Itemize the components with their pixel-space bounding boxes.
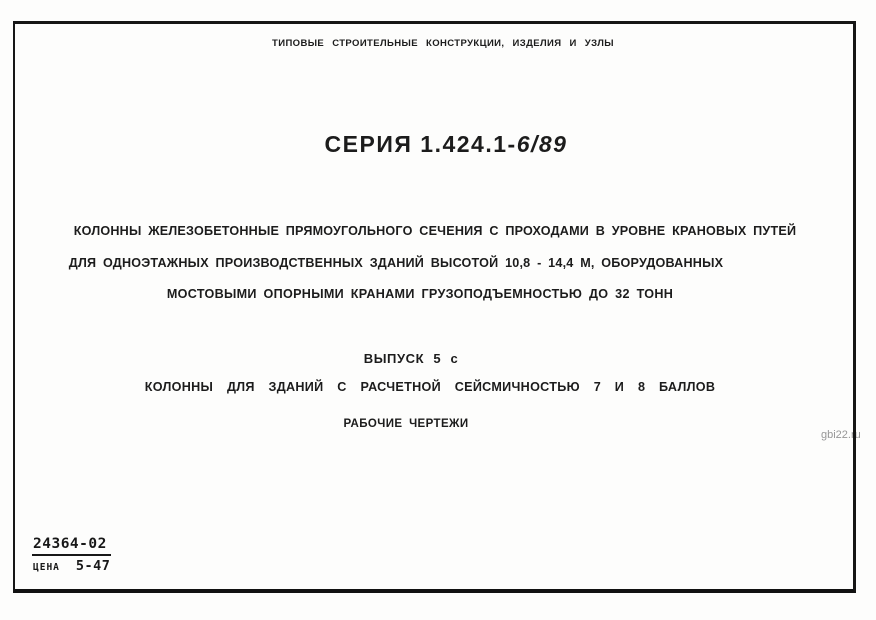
price-label: ЦЕНА [33,562,60,573]
issue-subtitle: КОЛОННЫ ДЛЯ ЗДАНИЙ С РАСЧЕТНОЙ СЕЙСМИЧНОСТЬЮ 7 И 8 БАЛЛОВ [144,380,716,394]
price-line [32,558,111,574]
site-watermark: gbi22.ru [821,429,861,441]
inventory-price-stamp [32,533,111,574]
inventory-number: 24364-02 [32,536,111,556]
issue-label: ВЫПУСК 5 с [363,351,459,366]
document-type-label: РАБОЧИЕ ЧЕРТЕЖИ [343,418,469,430]
series-title [325,131,568,158]
description-line-3: МОСТОВЫМИ ОПОРНЫМИ КРАНАМИ ГРУЗОПОДЪЕМНОСТЬЮ ДО 32 ТОНН [166,287,674,301]
series-title-prefix: СЕРИЯ 1.424.1- [324,131,517,157]
series-title-suffix: 6/89 [516,131,568,157]
description-line-2: ДЛЯ ОДНОЭТАЖНЫХ ПРОИЗВОДСТВЕННЫХ ЗДАНИЙ ВЫСОТОЙ 10,8 - 14,4 М, ОБОРУДОВАННЫХ [68,256,724,270]
price-value: 5-47 [75,558,111,574]
page-border-frame [13,21,856,593]
description-line-1: КОЛОННЫ ЖЕЛЕЗОБЕТОННЫЕ ПРЯМОУГОЛЬНОГО СЕЧЕНИЯ С ПРОХОДАМИ В УРОВНЕ КРАНОВЫХ ПУТЕЙ [73,224,797,238]
document-category-header: ТИПОВЫЕ СТРОИТЕЛЬНЫЕ КОНСТРУКЦИИ, ИЗДЕЛИЯ И УЗЛЫ [272,38,614,49]
